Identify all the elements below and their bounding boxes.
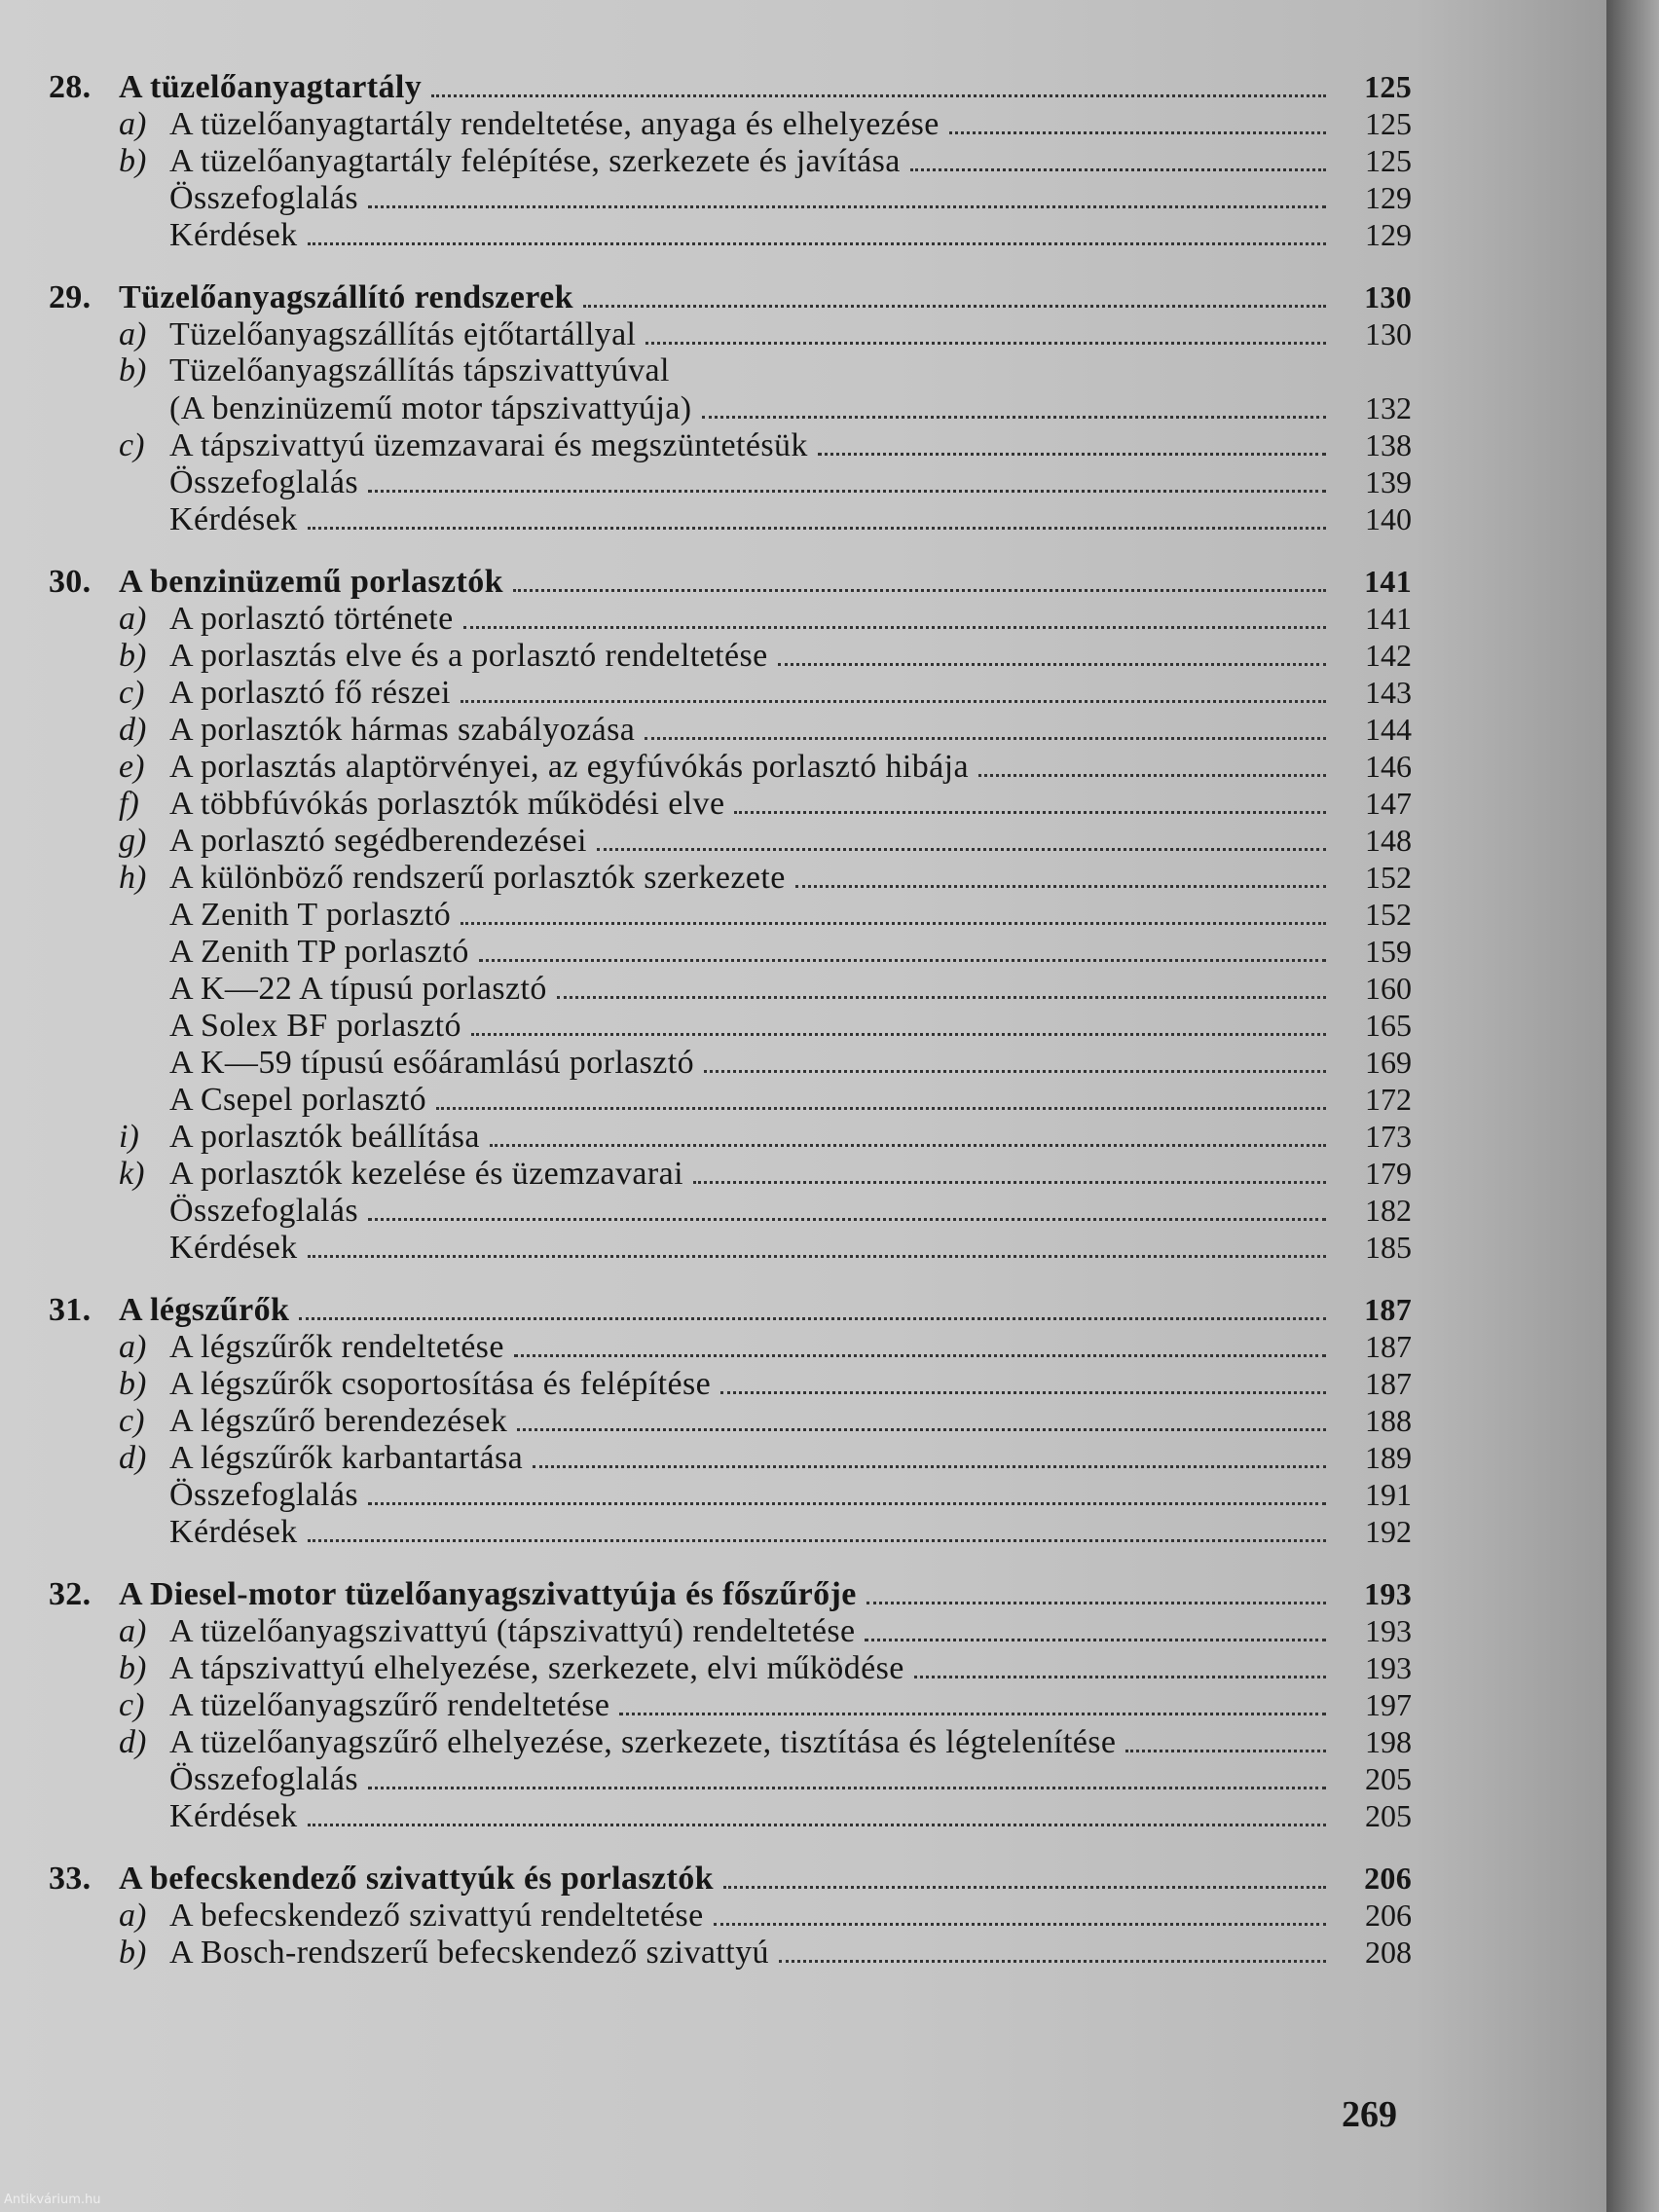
entry-page: 192 (1365, 1514, 1412, 1549)
entry-title: A légszűrő berendezések (169, 1403, 508, 1439)
entry-title: A Csepel porlasztó (169, 1082, 427, 1118)
entry-page: 146 (1365, 749, 1412, 784)
entry-letter: d) (119, 1440, 147, 1476)
entry-page: 189 (1365, 1440, 1412, 1475)
leader-dots (308, 219, 1326, 245)
entry-letter: b) (119, 1366, 147, 1402)
chapter-heading (49, 1860, 1412, 1897)
entry-title: A Solex BF porlasztó (169, 1008, 461, 1044)
chapter-title: A Diesel-motor tüzelőanyagszivattyúja és főszűrője (119, 1576, 857, 1612)
entry-title: A Zenith TP porlasztó (169, 934, 469, 970)
entry-page: 169 (1365, 1045, 1412, 1080)
toc-entry (49, 142, 1412, 179)
entry-page: 129 (1365, 180, 1412, 215)
entry-page: 187 (1365, 1329, 1412, 1364)
chapter-page: 206 (1364, 1861, 1412, 1896)
chapter-page: 193 (1364, 1576, 1412, 1611)
toc-entry (49, 637, 1412, 674)
leader-dots (471, 1010, 1326, 1036)
entry-letter: a) (119, 601, 147, 637)
entry-page: 185 (1365, 1230, 1412, 1265)
entry-page: 182 (1365, 1193, 1412, 1228)
entry-page: 132 (1365, 390, 1412, 425)
toc-entry (49, 216, 1412, 253)
leader-dots (513, 566, 1326, 592)
entry-title: Összefoglalás (169, 464, 359, 500)
leader-dots (514, 1331, 1326, 1357)
leader-dots (734, 788, 1326, 814)
entry-page: 205 (1365, 1798, 1412, 1833)
leader-dots (368, 1195, 1326, 1221)
toc-chapter (49, 563, 1412, 1266)
leader-dots (368, 182, 1326, 208)
entry-page: 129 (1365, 217, 1412, 252)
chapter-heading (49, 1575, 1412, 1612)
entry-title: A K—22 A típusú porlasztó (169, 971, 547, 1007)
leader-dots (702, 392, 1326, 419)
toc-entry (49, 1118, 1412, 1155)
entry-letter: b) (119, 1935, 147, 1971)
entry-letter: c) (119, 1403, 145, 1439)
leader-dots (910, 145, 1326, 171)
entry-title: Tüzelőanyagszállítás ejtőtartállyal (169, 316, 637, 352)
entry-title: A tüzelőanyagszivattyú (tápszivattyú) rendeltetése (169, 1613, 856, 1649)
entry-title: Tüzelőanyagszállítás tápszivattyúval (169, 352, 670, 388)
leader-dots (557, 973, 1326, 999)
page-number: 269 (1342, 2094, 1397, 2135)
toc-entry (49, 1044, 1412, 1081)
leader-dots (583, 281, 1326, 308)
leader-dots (723, 1862, 1326, 1889)
toc-entry (49, 896, 1412, 933)
entry-title: A porlasztás alaptörvényei, az egyfúvókás porlasztó hibája (169, 749, 969, 785)
leader-dots (368, 466, 1326, 493)
leader-dots (431, 71, 1326, 97)
toc-entry (49, 315, 1412, 352)
chapter-number: 32. (49, 1576, 92, 1612)
entry-title: A tüzelőanyagszűrő elhelyezése, szerkezete, tisztítása és légtelenítése (169, 1724, 1117, 1760)
entry-letter: h) (119, 860, 147, 896)
chapter-title: A benzinüzemű porlasztók (119, 564, 503, 600)
toc-entry (49, 1513, 1412, 1550)
watermark: Antikvárium.hu (4, 2193, 101, 2207)
toc-entry (49, 1155, 1412, 1192)
entry-letter: k) (119, 1156, 145, 1192)
leader-dots (597, 825, 1326, 851)
toc-entry (49, 1686, 1412, 1723)
entry-page: 172 (1365, 1082, 1412, 1117)
toc-entry (49, 1760, 1412, 1797)
entry-title: A különböző rendszerű porlasztók szerkezete (169, 860, 786, 896)
chapter-page: 125 (1364, 69, 1412, 104)
leader-dots (795, 862, 1326, 888)
toc-entry (49, 970, 1412, 1007)
entry-page: 165 (1365, 1008, 1412, 1043)
entry-letter: d) (119, 1724, 147, 1760)
toc-entry (49, 179, 1412, 216)
toc-entry (49, 1439, 1412, 1476)
entry-letter: b) (119, 1650, 147, 1686)
leader-dots (299, 1294, 1326, 1320)
leader-dots (645, 714, 1326, 740)
leader-dots (463, 603, 1326, 629)
leader-dots (693, 1158, 1326, 1184)
entry-page: 125 (1365, 143, 1412, 178)
toc-entry (49, 426, 1412, 463)
entry-title: A befecskendező szivattyú rendeltetése (169, 1898, 704, 1934)
entry-letter: d) (119, 712, 147, 748)
entry-page: 140 (1365, 501, 1412, 536)
chapter-title: A tüzelőanyagtartály (119, 69, 423, 105)
toc-entry (49, 711, 1412, 748)
entry-letter: a) (119, 1898, 147, 1934)
entry-title: Kérdések (169, 501, 298, 537)
entry-page: 125 (1365, 106, 1412, 141)
toc-chapter (49, 68, 1412, 253)
toc-entry (49, 933, 1412, 970)
leader-dots (368, 1763, 1326, 1789)
entry-page: 138 (1365, 427, 1412, 462)
leader-dots (436, 1084, 1326, 1110)
entry-title: A porlasztók kezelése és üzemzavarai (169, 1156, 683, 1192)
chapter-number: 33. (49, 1861, 92, 1897)
toc-chapter (49, 1575, 1412, 1834)
toc-entry (49, 389, 1412, 426)
entry-title: A tápszivattyú elhelyezése, szerkezete, elvi működése (169, 1650, 904, 1686)
entry-title: A Zenith T porlasztó (169, 897, 452, 933)
entry-title: A porlasztó története (169, 601, 454, 637)
entry-page: 208 (1365, 1935, 1412, 1970)
entry-letter: a) (119, 1329, 147, 1365)
entry-title: A porlasztás elve és a porlasztó rendeltetése (169, 638, 768, 674)
toc-entry (49, 105, 1412, 142)
leader-dots (533, 1442, 1326, 1468)
toc-entry (49, 352, 1412, 389)
leader-dots (461, 677, 1326, 703)
toc-entry (49, 1328, 1412, 1365)
chapter-page: 130 (1364, 279, 1412, 314)
leader-dots (865, 1615, 1326, 1641)
toc-entry (49, 1723, 1412, 1760)
entry-letter: a) (119, 316, 147, 352)
entry-page: 139 (1365, 464, 1412, 499)
entry-page: 188 (1365, 1403, 1412, 1438)
toc-entry (49, 1612, 1412, 1649)
leader-dots (308, 1516, 1326, 1542)
entry-page: 142 (1365, 638, 1412, 673)
leader-dots (779, 1936, 1326, 1963)
entry-letter: f) (119, 786, 139, 822)
entry-letter: e) (119, 749, 145, 785)
toc-entry (49, 1229, 1412, 1266)
entry-title: Összefoglalás (169, 180, 359, 216)
entry-page: 193 (1365, 1650, 1412, 1685)
entry-title: A légszűrők karbantartása (169, 1440, 524, 1476)
toc-entry (49, 500, 1412, 537)
toc-entry (49, 463, 1412, 500)
entry-title: A légszűrők csoportosítása és felépítése (169, 1366, 712, 1402)
entry-title: Kérdések (169, 1230, 298, 1266)
entry-letter: b) (119, 143, 147, 179)
toc-entry (49, 822, 1412, 859)
leader-dots (1125, 1726, 1326, 1752)
leader-dots (308, 1232, 1326, 1258)
entry-title: Kérdések (169, 217, 298, 253)
leader-dots (949, 108, 1326, 134)
toc-entry (49, 1365, 1412, 1402)
entry-page: 141 (1365, 601, 1412, 636)
entry-title: A tápszivattyú üzemzavarai és megszüntetésük (169, 427, 808, 463)
chapter-number: 31. (49, 1292, 92, 1328)
toc-entry (49, 748, 1412, 785)
chapter-number: 28. (49, 69, 92, 105)
entry-page: 193 (1365, 1613, 1412, 1648)
leader-dots (978, 751, 1326, 777)
leader-dots (778, 640, 1326, 666)
leader-dots (308, 503, 1326, 530)
entry-page: 206 (1365, 1898, 1412, 1933)
entry-page: 143 (1365, 675, 1412, 710)
toc-entry (49, 674, 1412, 711)
leader-dots (368, 1479, 1326, 1505)
entry-title: Összefoglalás (169, 1477, 359, 1513)
chapter-page: 187 (1364, 1292, 1412, 1327)
entry-letter: c) (119, 675, 145, 711)
leader-dots (866, 1578, 1326, 1604)
entry-letter: a) (119, 1613, 147, 1649)
toc-chapter (49, 1860, 1412, 1971)
entry-page: 198 (1365, 1724, 1412, 1759)
leader-dots (818, 429, 1326, 456)
toc-entry (49, 1402, 1412, 1439)
entry-title: A Bosch-rendszerű befecskendező szivattyú (169, 1935, 769, 1971)
toc-entry (49, 1081, 1412, 1118)
leader-dots (461, 899, 1326, 925)
leader-dots (914, 1652, 1326, 1678)
toc-entry (49, 785, 1412, 822)
toc-entry (49, 1192, 1412, 1229)
chapter-heading (49, 1291, 1412, 1328)
chapter-title: Tüzelőanyagszállító rendszerek (119, 279, 573, 315)
toc-entry (49, 600, 1412, 637)
entry-letter: b) (119, 352, 147, 388)
entry-page: 148 (1365, 823, 1412, 858)
toc-entry (49, 1934, 1412, 1971)
leader-dots (619, 1689, 1326, 1715)
chapter-heading (49, 563, 1412, 600)
toc-entry (49, 1649, 1412, 1686)
leader-dots (308, 1800, 1326, 1826)
entry-letter: i) (119, 1119, 139, 1155)
leader-dots (704, 1047, 1326, 1073)
entry-title: A légszűrők rendeltetése (169, 1329, 504, 1365)
entry-title: A tüzelőanyagtartály rendeltetése, anyaga és elhelyezése (169, 106, 940, 142)
entry-page: 173 (1365, 1119, 1412, 1154)
entry-letter: g) (119, 823, 147, 859)
toc-entry (49, 1476, 1412, 1513)
entry-page: 160 (1365, 971, 1412, 1006)
entry-title: A tüzelőanyagszűrő rendeltetése (169, 1687, 610, 1723)
leader-dots (479, 936, 1326, 962)
entry-page: 152 (1365, 897, 1412, 932)
entry-page: 159 (1365, 934, 1412, 969)
entry-letter: c) (119, 1687, 145, 1723)
chapter-heading (49, 68, 1412, 105)
chapter-number: 30. (49, 564, 92, 600)
toc-chapter (49, 1291, 1412, 1550)
chapter-title: A befecskendező szivattyúk és porlasztók (119, 1861, 714, 1897)
entry-title: Kérdések (169, 1798, 298, 1834)
leader-dots (645, 318, 1326, 345)
entry-page: 130 (1365, 316, 1412, 351)
entry-title: A tüzelőanyagtartály felépítése, szerkezete és javítása (169, 143, 901, 179)
table-of-contents (49, 68, 1412, 1971)
chapter-number: 29. (49, 279, 92, 315)
leader-dots (490, 1121, 1326, 1147)
entry-title: A porlasztó fő részei (169, 675, 451, 711)
entry-page: 152 (1365, 860, 1412, 895)
entry-title: A porlasztó segédberendezései (169, 823, 587, 859)
entry-page: 191 (1365, 1477, 1412, 1512)
entry-title: (A benzinüzemű motor tápszivattyúja) (169, 390, 692, 426)
entry-letter: a) (119, 106, 147, 142)
leader-dots (714, 1899, 1326, 1926)
entry-title: A porlasztók hármas szabályozása (169, 712, 636, 748)
entry-page: 187 (1365, 1366, 1412, 1401)
chapter-page: 141 (1364, 564, 1412, 599)
entry-title: Kérdések (169, 1514, 298, 1550)
toc-entry (49, 1007, 1412, 1044)
entry-title: Összefoglalás (169, 1761, 359, 1797)
chapter-heading (49, 278, 1412, 315)
page-edge-shadow (1606, 0, 1659, 2212)
toc-chapter (49, 278, 1412, 537)
entry-letter: b) (119, 638, 147, 674)
entry-page: 205 (1365, 1761, 1412, 1796)
toc-entry (49, 1797, 1412, 1834)
entry-title: A többfúvókás porlasztók működési elve (169, 786, 725, 822)
toc-entry (49, 859, 1412, 896)
entry-page: 144 (1365, 712, 1412, 747)
entry-page: 147 (1365, 786, 1412, 821)
entry-page: 179 (1365, 1156, 1412, 1191)
leader-dots (720, 1368, 1326, 1394)
chapter-title: A légszűrők (119, 1292, 290, 1328)
entry-letter: c) (119, 427, 145, 463)
toc-entry (49, 1897, 1412, 1934)
entry-page: 197 (1365, 1687, 1412, 1722)
entry-title: Összefoglalás (169, 1193, 359, 1229)
entry-title: A K—59 típusú esőáramlású porlasztó (169, 1045, 695, 1081)
leader-dots (517, 1405, 1326, 1431)
entry-title: A porlasztók beállítása (169, 1119, 480, 1155)
